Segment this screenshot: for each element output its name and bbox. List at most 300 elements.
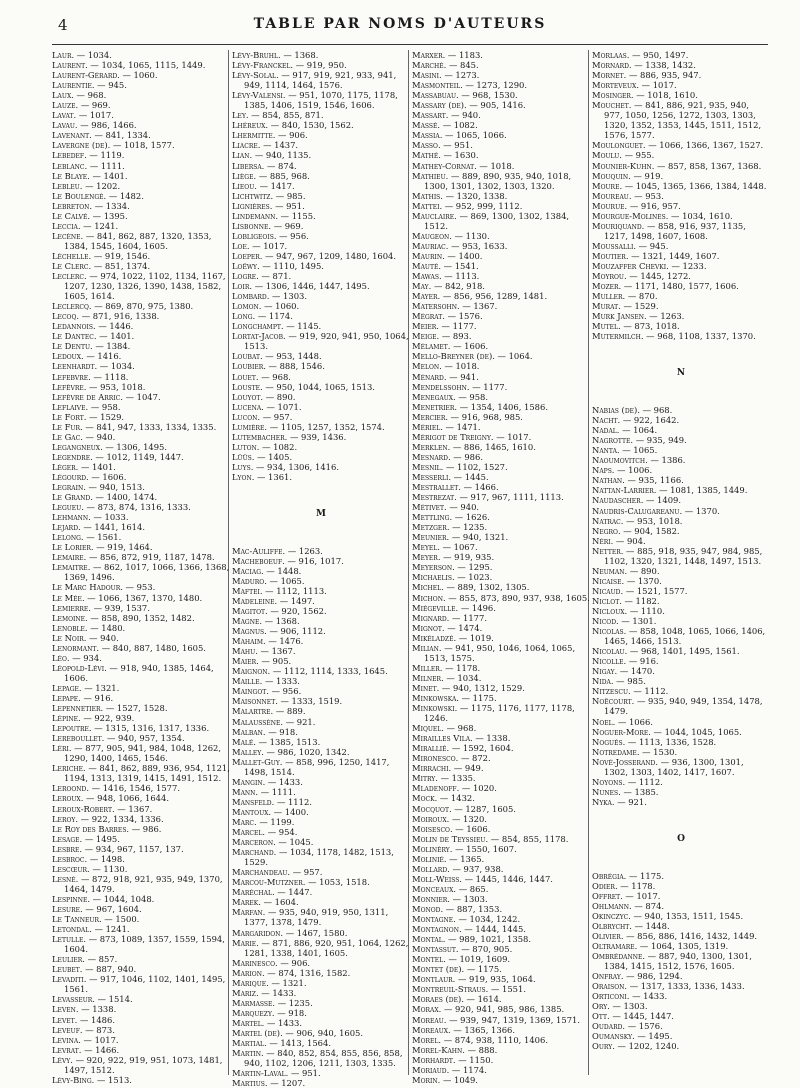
author-name: Nicloux. [592,606,628,616]
author-name: Le Dantec. [52,331,97,342]
page-refs: — 922, 1642. [620,415,680,426]
index-entry [52,462,230,472]
page-refs: — 1321. [268,977,307,988]
page-refs: — 986. [129,823,162,834]
author-name: Onfray. [592,971,624,982]
index-entry [592,241,770,251]
author-name: Lauze. [52,100,79,111]
page-refs: — 1175. [464,964,502,975]
author-name: Mestrezat. [412,492,457,503]
page-refs: — 886, 1465, 1610. [450,441,536,452]
author-name: Montet (de). [412,964,465,975]
author-name: Levet. [52,1014,78,1025]
index-entry [232,331,410,351]
page-refs: — 889. [273,706,306,717]
page-refs: — 1065. [266,575,305,586]
author-name: Neuman. [592,565,628,576]
author-name: Mac-Auliffe. [232,545,286,556]
page-refs: — 1370. [624,575,662,586]
author-name: Lieou. [232,180,257,191]
index-entry [52,562,230,582]
index-entry [232,727,410,737]
index-entry [412,673,590,683]
author-name: Moyrou. [592,271,627,282]
author-name: Masini. [412,70,442,81]
page-refs: — 1130. [89,863,128,874]
index-entry [592,425,770,435]
author-name: Marmasse. [232,997,276,1008]
page-refs: — 974, 1022, 1102, 1134, 1167, 1207, 1230, 1326, 1390, 1438, 1582, 1605, 1614. [64,271,226,302]
author-name: Lesage. [52,833,83,844]
page-refs: — 919, 920, 941, 950, 1064, 1513. [244,331,409,352]
page-refs: — 873, 1089, 1357, 1559, 1594, 1604. [64,934,225,955]
index-entry [412,211,590,231]
page-refs: — 1470. [617,666,655,677]
page-refs: — 1317, 1333, 1336, 1433. [627,981,745,992]
author-name: Minkowska. [412,693,459,703]
index-entry [232,817,410,827]
author-name: Montlaur. [412,974,456,985]
index-entry [412,422,590,432]
page-refs: — 873, 874, 1316, 1333. [83,502,191,513]
author-name: Leven. [52,1004,79,1015]
page-refs: — 951, 1070, 1175, 1178, 1385, 1406, 1519, 1546, 1606. [244,90,398,111]
page-refs: — 1551. [488,984,526,995]
author-name: Molinéry. [412,843,453,854]
author-name: Lévy. [52,1054,73,1065]
page-refs: — 919, 935. [440,552,495,563]
page-refs: — 1018, 1577. [110,140,175,151]
index-entry [232,656,410,666]
index-entry [412,1065,590,1075]
author-name: Lelong. [52,532,84,543]
author-name: Naps. [592,465,615,476]
index-entry [412,361,590,371]
page-refs: — 954. [265,827,298,838]
index-entry [412,402,590,412]
author-name: Mirallié. [412,743,450,754]
page-refs: — 940. [82,431,116,442]
author-name: Loëwy. [232,260,260,271]
author-name: Mélamet. [412,341,451,352]
index-entry [412,1045,590,1055]
page-refs: — 1241. [80,220,119,231]
page-refs: — 934. [69,652,102,663]
page-refs: — 1320, 1338. [442,190,508,201]
page-refs: — 1110, 1495. [259,260,324,271]
page-refs: — 840, 852, 854, 855, 856, 858, 940, 1102, 1206, 1211, 1303, 1335. [244,1048,403,1069]
page-refs: — 1576. [444,311,483,322]
index-entry [52,50,230,60]
page-refs: — 940, 1135. [252,150,312,161]
index-entry [412,874,590,884]
index-entry [52,532,230,542]
author-name: Le Mée. [52,592,85,603]
index-entry [52,1004,230,1014]
author-name: Marcel. [232,827,266,838]
page-refs: — 858, 890, 1352, 1482. [87,612,195,623]
index-entry [232,201,410,211]
page-refs: — 989, 1021, 1358. [445,934,532,945]
index-entry [52,181,230,191]
page-refs: — 986, 1020, 1342. [263,746,350,757]
author-name: Mayer. [412,291,441,302]
author-name: Negro. [592,525,621,536]
page-refs: — 1295. [454,562,493,573]
page-refs: — 1441, 1614. [80,522,145,533]
index-entry [592,727,770,737]
index-entry [232,351,410,361]
author-name: Martin-Laval. [232,1068,289,1079]
page-refs: — 1303. [449,893,488,904]
index-entry [412,382,590,392]
index-entry [592,787,770,797]
author-name: Mignard. [412,612,450,623]
index-entry [592,576,770,586]
index-entry [232,757,410,777]
index-entry [232,372,410,382]
index-entry [232,666,410,676]
author-name: Noyons. [592,776,626,787]
author-name: Nathan. [592,475,625,486]
index-entry [52,844,230,854]
author-name: Nogués. [592,736,626,747]
page-refs: — 957. [290,867,323,878]
author-name: Lévy-Franckel. [232,60,294,71]
author-name: Mock. [412,793,438,804]
index-entry [412,593,590,603]
page-refs: — 888, 1546. [265,361,325,372]
page-refs: — 1433. [264,1017,303,1028]
index-entry [412,924,590,934]
author-name: Leroond. [52,783,90,794]
index-entry [412,824,590,834]
author-name: Oumansky. [592,1031,635,1042]
index-entry [412,201,590,211]
author-name: Mouchet. [592,100,632,111]
index-entry [52,301,230,311]
author-name: Leulier. [52,954,85,965]
index-entry [232,596,410,606]
index-entry [232,1078,410,1088]
page-refs: — 1273, 1290. [462,80,528,91]
index-entry [592,871,770,881]
index-entry [232,646,410,656]
index-entry [52,824,230,834]
author-name: Mauté. [412,260,442,271]
index-entry [412,522,590,532]
index-entry [412,1055,590,1065]
author-name: Morlaas. [592,50,630,60]
page-refs: — 1576. [625,1021,663,1032]
page-refs: — 1177. [469,381,508,392]
author-name: Nadal. [592,425,620,436]
author-name: Louyot. [232,391,264,402]
page-refs: — 854, 855, 871. [248,110,324,121]
index-entry [52,643,230,653]
author-name: Mérigot de Treigny. [412,431,494,442]
index-entry [412,161,590,171]
author-name: Maciag. [232,565,264,576]
index-entry [232,110,410,120]
author-name: Meier. [412,321,439,332]
page-refs: — 856, 886, 1416, 1432, 1449. [623,930,758,941]
index-entry [412,372,590,382]
page-refs: — 905. [258,656,292,667]
page-refs: — 856, 872, 919, 1187, 1478. [86,552,215,563]
index-entry [412,834,590,844]
page-refs: — 1023. [454,572,493,583]
page-refs: — 1175. [626,870,665,881]
page-refs: — 1177. [438,321,477,332]
author-name: Ledoux. [52,351,84,362]
page-refs: — 1287, 1605. [451,803,516,814]
page-refs: — 953, 1018. [623,515,683,526]
index-entry [592,171,770,181]
page-refs: — 953. [631,190,664,201]
author-name: Macheboeuf. [232,555,285,566]
index-entry [592,1041,770,1051]
author-name: Le Fur. [52,421,83,432]
author-name: Mozer. [592,281,622,292]
page-refs: — 1273. [441,70,480,81]
index-entry [592,1021,770,1031]
author-name: Orticoni. [592,991,630,1002]
page-refs: — 1111. [258,786,296,797]
author-name: Mouriquand. [592,220,645,231]
index-entry [232,1038,410,1048]
author-name: Okinczyc. [592,910,631,921]
index-entry [592,626,770,646]
page-refs: — 1467, 1580. [283,927,348,938]
page-refs: — 906. [277,957,311,968]
author-name: Long. [232,311,256,322]
author-name: Mattei. [412,200,443,211]
page-refs: — 1241. [91,924,130,935]
page-refs: — 873, 1018. [620,321,680,332]
page-refs: — 953. [122,582,156,593]
page-refs: — 1498. [87,853,125,864]
index-entry [592,931,770,941]
page-refs: — 1034. [74,50,112,60]
page-refs: — 1112. [630,686,669,697]
index-entry [592,321,770,331]
author-name: Montassut. [412,944,459,955]
spacer [592,350,770,360]
index-entry [232,576,410,586]
page-refs: — 1315, 1316, 1317, 1336. [91,723,210,734]
index-entry [52,542,230,552]
page-refs: — 968. [73,90,107,101]
author-name: Loe. [232,240,250,251]
index-entry [232,90,410,110]
page-refs: — 1066, 1366, 1367, 1527. [645,140,764,151]
index-entry [412,261,590,271]
author-name: Nyka. [592,796,615,807]
author-name: Lemierre. [52,602,91,613]
page-refs: — 1500. [101,914,140,925]
page-refs: — 947, 967, 1209, 1480, 1604. [262,250,397,261]
index-entry [232,452,410,462]
page-refs: — 1017. [76,110,114,121]
page-refs: — 1175, 1176, 1177, 1178, 1246. [424,703,575,724]
index-entry [592,797,770,807]
index-entry [592,485,770,495]
page-refs: — 986, 1294. [623,971,683,982]
author-name: Noguer-More. [592,726,651,737]
page-refs: — 919, 935, 1064. [455,974,536,985]
index-entry [412,442,590,452]
author-name: Ombrédanne. [592,951,646,962]
index-entry [232,181,410,191]
author-name: Leccia. [52,220,81,231]
index-entry [412,311,590,321]
index-entry [52,994,230,1004]
author-name: Legueu. [52,502,84,513]
index-entry [592,686,770,696]
page-refs: — 1497. [277,595,315,606]
page-refs: — 958. [88,401,121,412]
author-name: Nicolau. [592,646,628,657]
author-name: Lebedef. [52,150,87,161]
index-entry [52,191,230,201]
index-entry [592,405,770,415]
author-name: Lévy-Solal. [232,70,279,81]
author-name: Lepoutre. [52,723,92,734]
page-refs: — 1019. [456,632,494,643]
index-entry [592,777,770,787]
author-name: Meunier. [412,532,450,543]
index-entry [592,70,770,80]
index-entry [232,998,410,1008]
page-refs: — 1561. [83,532,122,543]
page-refs: — 887, 940. [82,964,137,975]
author-name: Le Fort. [52,411,87,422]
page-refs: — 890. [263,391,296,402]
index-entry [592,951,770,971]
section-letter: O [677,833,685,844]
index-entry [592,445,770,455]
page-refs: — 1604. [260,897,299,908]
index-entry [52,201,230,211]
index-entry [592,506,770,516]
page-refs: — 877, 905, 941, 984, 1048, 1262, 1290, 1400, 1465, 1546. [64,743,222,764]
spacer [592,815,770,825]
index-entry [592,150,770,160]
page-refs: — 940, 957, 1354. [104,733,185,744]
author-name: Montel. [412,954,446,965]
author-name: Mahaim. [232,636,266,647]
author-name: Lepage. [52,682,82,693]
author-name: Letondal. [52,924,92,935]
page-refs: — 1303. [609,1001,648,1012]
index-entry [412,392,590,402]
page-refs: — 1105, 1257, 1352, 1574. [267,421,385,432]
index-entry [412,331,590,341]
page-refs: — 935, 940, 919, 950, 1311, 1377, 1378, 1479. [244,907,389,928]
index-entry [52,964,230,974]
author-name: Maier. [232,656,259,667]
index-entry [592,291,770,301]
page-refs: — 916. [80,693,114,703]
index-entry [412,291,590,301]
index-entry [232,281,410,291]
author-name: Le Boulengé. [52,190,107,201]
author-name: Mansfeld. [232,796,275,807]
page-refs: — 1183. [445,50,483,60]
page-refs: — 1416. [83,351,122,362]
author-name: Lenoble. [52,622,88,633]
index-entry [592,301,770,311]
author-name: Malley. [232,746,264,757]
index-entry [592,251,770,261]
index-entry [412,321,590,331]
index-entry [232,361,410,371]
author-name: Moulu. [592,150,622,161]
author-name: Lefèvre. [52,381,87,392]
index-entry [232,867,410,877]
author-name: Lefèvre de Arric. [52,391,123,402]
page-refs: — 1514. [94,994,133,1005]
index-entry [52,90,230,100]
index-entry [412,804,590,814]
page-refs: — 958. [455,391,489,402]
index-entry [232,50,410,60]
index-column-4 [592,50,770,1051]
spacer [232,527,410,537]
index-entry [412,934,590,944]
index-entry [232,271,410,281]
author-name: Meige. [412,331,440,342]
author-name: Nagrotte. [592,435,634,446]
page-refs: — 922, 939. [80,713,135,724]
author-name: Oraison. [592,981,628,992]
author-name: Lavat. [52,110,77,121]
index-entry [412,954,590,964]
page-refs: — 1064, 1305, 1319. [637,940,729,951]
index-entry [52,703,230,713]
page-refs: — 1111. [87,160,125,171]
index-entry [592,991,770,1001]
index-entry [412,582,590,592]
author-name: Lévy-Bruhl. [232,50,281,60]
author-name: Maréchal. [232,887,275,898]
author-name: Loubier. [232,361,266,372]
page-refs: — 1175. [458,693,497,703]
author-name: Ory. [592,1001,610,1012]
author-name: Metzger. [412,522,450,533]
page-refs: — 919. [630,170,664,181]
author-name: Lombard. [232,291,270,302]
author-name: Louet. [232,371,259,382]
author-name: Morteveux. [592,80,639,91]
author-name: Mornard. [592,60,632,71]
author-name: Marceron. [232,837,276,848]
author-name: Mendelssohn. [412,381,470,392]
index-entry [52,482,230,492]
author-name: Lemaitre. [52,562,91,573]
index-entry [412,130,590,140]
index-entry [232,797,410,807]
author-name: Lesbre. [52,843,83,854]
page-refs: — 918. [274,1007,307,1018]
index-entry [232,171,410,181]
author-name: Matersohn. [412,301,460,312]
page-refs: — 939, 1537. [90,602,150,613]
author-name: Massary (de). [412,100,467,111]
page-refs: — 951. [288,1068,321,1079]
author-name: Lebreton. [52,200,93,211]
